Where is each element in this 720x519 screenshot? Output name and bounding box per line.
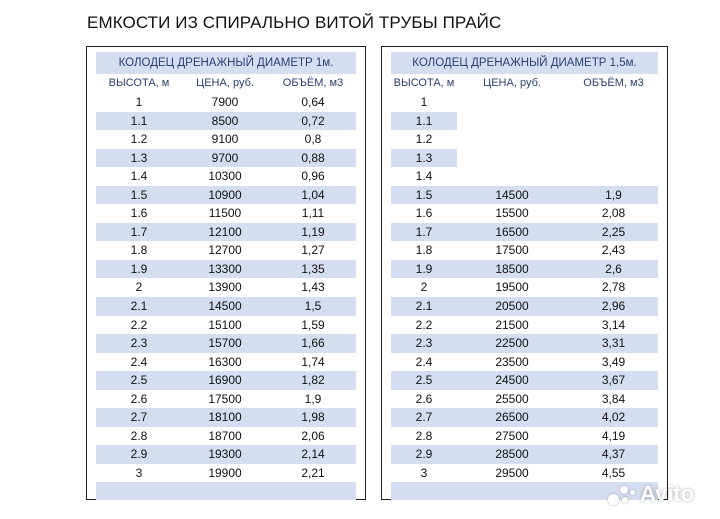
table-row <box>391 149 658 168</box>
cell-height: 1.1 <box>130 113 148 128</box>
cell-price: 9700 <box>211 150 239 165</box>
cell-height: 2.4 <box>130 354 148 369</box>
column-header-volume: ОБЪЁМ, м3 <box>583 77 644 89</box>
table-row <box>391 390 658 409</box>
cell-price: 16900 <box>208 373 242 388</box>
column-header-price: ЦЕНА, руб. <box>483 77 541 89</box>
table-row <box>96 427 356 446</box>
table-row <box>391 167 658 186</box>
cell-price: 14500 <box>495 187 529 202</box>
cell-height: 2.9 <box>130 447 148 462</box>
cell-price: 15500 <box>495 206 529 221</box>
cell-height: 2.8 <box>415 428 433 443</box>
cell-price <box>457 112 567 131</box>
cell-height: 1 <box>135 95 143 109</box>
cell-volume: 3,84 <box>601 391 626 406</box>
table-row <box>96 204 356 223</box>
cell-height: 1.7 <box>415 224 433 239</box>
cell-height: 2.6 <box>415 391 433 406</box>
cell-price: 10300 <box>208 169 242 184</box>
cell-price: 23500 <box>495 354 529 369</box>
table-row <box>96 316 356 335</box>
cell-height: 2.1 <box>415 299 433 314</box>
watermark-text: Avito <box>640 481 695 506</box>
table-row <box>391 260 658 279</box>
table-row <box>391 93 658 112</box>
table-row-empty <box>96 482 356 500</box>
cell-price: 11500 <box>208 206 242 221</box>
cell-price: 19900 <box>208 465 242 480</box>
cell-height: 2.8 <box>130 428 148 443</box>
cell-price: 27500 <box>495 428 529 443</box>
cell-height: 1.6 <box>130 206 148 221</box>
cell-height: 2.6 <box>130 391 148 406</box>
table-row <box>96 241 356 260</box>
cell-volume: 2,06 <box>301 428 325 443</box>
cell-volume: 1,35 <box>301 261 325 276</box>
cell-height: 1.5 <box>130 187 148 202</box>
cell-price: 29500 <box>495 465 529 480</box>
cell-price: 19300 <box>208 447 242 462</box>
avito-logo-icon <box>608 484 638 506</box>
table-row <box>96 278 356 297</box>
cell-height: 1.5 <box>415 187 433 202</box>
cell-price: 18100 <box>208 410 242 425</box>
cell-height: 2.4 <box>415 354 433 369</box>
cell-height: 2.1 <box>130 299 148 314</box>
table-heading: КОЛОДЕЦ ДРЕНАЖНЫЙ ДИАМЕТР 1,5м. <box>391 52 658 74</box>
table-row <box>391 334 658 353</box>
cell-volume: 4,02 <box>601 410 626 425</box>
cell-volume: 2,14 <box>301 447 325 462</box>
table-row <box>96 408 356 427</box>
cell-price: 10900 <box>208 187 242 202</box>
cell-volume <box>567 167 660 186</box>
cell-height: 1.1 <box>415 113 433 128</box>
cell-price: 18700 <box>208 428 242 443</box>
table-row <box>391 112 658 131</box>
price-table-diameter-1-5m <box>381 46 668 500</box>
cell-price: 17500 <box>208 391 242 406</box>
table-body <box>96 93 356 500</box>
cell-height: 1.8 <box>130 243 148 258</box>
table-row <box>96 93 356 112</box>
column-header-price: ЦЕНА, руб. <box>196 77 254 89</box>
cell-height: 1.2 <box>130 132 148 147</box>
table-row <box>391 278 658 297</box>
table-row <box>391 408 658 427</box>
table-row <box>391 445 658 464</box>
cell-volume: 0,88 <box>301 150 325 165</box>
cell-height: 1.3 <box>130 150 148 165</box>
table-row <box>96 371 356 390</box>
table-row <box>391 223 658 242</box>
cell-price: 15100 <box>208 317 242 332</box>
cell-height: 2.7 <box>130 410 148 425</box>
cell-volume: 4,55 <box>601 465 626 480</box>
cell-volume: 1,04 <box>301 187 325 202</box>
table-row <box>96 167 356 186</box>
cell-price: 14500 <box>208 299 242 314</box>
table-row <box>391 297 658 316</box>
table-row <box>96 112 356 131</box>
cell-volume: 1,43 <box>301 280 325 295</box>
cell-price: 15700 <box>208 336 242 351</box>
cell-height: 2.3 <box>415 336 433 351</box>
cell-price: 28500 <box>495 447 529 462</box>
table-row <box>96 390 356 409</box>
table-row <box>96 186 356 205</box>
table-row <box>391 186 658 205</box>
table-row <box>96 149 356 168</box>
table-row <box>391 371 658 390</box>
table-row <box>96 445 356 464</box>
cell-height: 1 <box>420 95 428 109</box>
cell-volume: 3,14 <box>601 317 626 332</box>
cell-volume <box>567 149 660 168</box>
cell-height: 2.9 <box>415 447 433 462</box>
avito-watermark <box>608 478 716 510</box>
cell-volume: 1,11 <box>301 206 325 221</box>
table-row <box>96 260 356 279</box>
cell-volume: 0,8 <box>304 132 322 147</box>
cell-volume: 1,9 <box>304 391 322 406</box>
cell-height: 1.9 <box>130 261 148 276</box>
cell-height: 2.5 <box>130 373 148 388</box>
cell-volume: 2,43 <box>601 243 626 258</box>
table-row <box>391 204 658 223</box>
cell-volume: 4,37 <box>601 447 626 462</box>
table-heading: КОЛОДЕЦ ДРЕНАЖНЫЙ ДИАМЕТР 1м. <box>96 52 356 74</box>
cell-volume <box>567 93 660 112</box>
cell-volume: 1,59 <box>301 317 325 332</box>
cell-volume: 2,6 <box>605 261 622 276</box>
column-header-height: ВЫСОТА, м <box>393 77 455 89</box>
table-row <box>391 130 658 149</box>
cell-volume: 4,19 <box>601 428 626 443</box>
cell-price: 25500 <box>495 391 529 406</box>
cell-volume: 1,9 <box>605 187 622 202</box>
cell-height: 1.3 <box>415 150 433 165</box>
cell-height: 1.9 <box>415 261 433 276</box>
cell-height: 3 <box>420 465 428 480</box>
cell-volume: 3,67 <box>601 373 626 388</box>
cell-height: 2.2 <box>130 317 148 332</box>
cell-volume: 1,5 <box>304 299 322 314</box>
cell-height: 2.2 <box>415 317 433 332</box>
cell-price <box>457 167 567 186</box>
cell-price: 21500 <box>495 317 529 332</box>
cell-volume: 3,49 <box>601 354 626 369</box>
cell-volume: 2,08 <box>601 206 626 221</box>
cell-price: 22500 <box>495 336 529 351</box>
cell-height: 2 <box>420 280 428 295</box>
cell-price: 17500 <box>495 243 529 258</box>
cell-volume: 1,19 <box>301 224 325 239</box>
cell-volume: 0,96 <box>301 169 325 184</box>
cell-height: 1.4 <box>130 169 148 184</box>
column-header-volume: ОБЪЁМ, м3 <box>282 77 344 89</box>
table-row <box>391 316 658 335</box>
cell-volume: 2,21 <box>301 465 325 480</box>
cell-volume: 1,74 <box>301 354 325 369</box>
cell-height: 1.4 <box>415 169 433 184</box>
cell-price: 13900 <box>208 280 242 295</box>
price-table-diameter-1m <box>86 46 366 500</box>
cell-volume: 2,25 <box>601 224 626 239</box>
table-row <box>96 297 356 316</box>
table-body <box>391 93 658 500</box>
cell-volume: 1,66 <box>301 336 325 351</box>
cell-volume: 2,78 <box>601 280 626 295</box>
cell-height: 1.8 <box>415 243 433 258</box>
column-header-height: ВЫСОТА, м <box>108 77 170 89</box>
cell-price: 16500 <box>495 224 529 239</box>
cell-height: 1.2 <box>415 132 433 147</box>
cell-price: 12700 <box>208 243 242 258</box>
cell-height: 1.7 <box>130 224 148 239</box>
cell-volume: 0,72 <box>301 113 325 128</box>
cell-price: 26500 <box>495 410 529 425</box>
cell-volume: 0,64 <box>301 95 325 109</box>
table-row <box>96 223 356 242</box>
page-title: ЕМКОСТИ ИЗ СПИРАЛЬНО ВИТОЙ ТРУБЫ ПРАЙС <box>87 13 502 32</box>
table-row <box>391 427 658 446</box>
cell-price <box>457 149 567 168</box>
cell-height: 2.7 <box>415 410 433 425</box>
cell-height: 2 <box>135 280 143 295</box>
table-row <box>96 353 356 372</box>
table-row <box>391 241 658 260</box>
cell-price: 19500 <box>495 280 529 295</box>
cell-price <box>457 130 567 149</box>
table-row <box>96 334 356 353</box>
cell-height: 1.6 <box>415 206 433 221</box>
cell-price <box>457 93 567 112</box>
cell-volume <box>567 112 660 131</box>
cell-height: 2.5 <box>415 373 433 388</box>
cell-price: 20500 <box>495 299 529 314</box>
cell-volume: 1,82 <box>301 373 325 388</box>
cell-height: 2.3 <box>130 336 148 351</box>
cell-price: 16300 <box>208 354 242 369</box>
table-row <box>96 464 356 483</box>
cell-price: 8500 <box>211 113 239 128</box>
cell-price: 9100 <box>211 132 239 147</box>
cell-height: 3 <box>135 465 143 480</box>
table-row <box>391 353 658 372</box>
cell-price: 13300 <box>208 261 242 276</box>
cell-volume: 1,98 <box>301 410 325 425</box>
table-row <box>96 130 356 149</box>
cell-price: 18500 <box>495 261 529 276</box>
cell-volume: 3,31 <box>601 336 626 351</box>
cell-price: 7900 <box>211 95 239 109</box>
cell-volume <box>567 130 660 149</box>
cell-price: 12100 <box>208 224 242 239</box>
cell-price: 24500 <box>495 373 529 388</box>
cell-volume: 1,27 <box>301 243 325 258</box>
cell-volume: 2,96 <box>601 299 626 314</box>
